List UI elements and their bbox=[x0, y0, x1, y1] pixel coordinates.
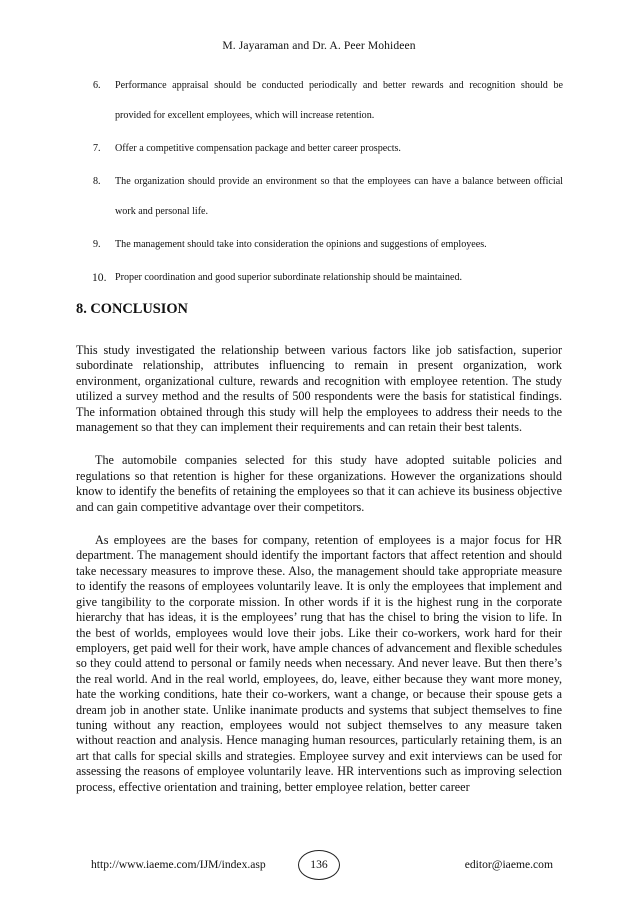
page-number: 136 bbox=[298, 850, 340, 880]
paragraph: The automobile companies selected for this study have adopted suitable policies and regulations so that retention is higher for these organizations. However the organizations should know to identify the benefits of retaining the employees so that it can achieve its business objective and can gain competitive advantage over their competitors. bbox=[76, 453, 562, 514]
list-item-text: Offer a competitive compensation package and better career prospects. bbox=[115, 143, 401, 154]
section-heading: 8. CONCLUSION bbox=[76, 301, 188, 317]
list-item-number: 6. bbox=[93, 80, 101, 91]
list-item bbox=[93, 167, 563, 227]
list-item bbox=[93, 71, 563, 131]
list-item-number: 10. bbox=[92, 271, 107, 284]
editor-email-link[interactable]: editor@iaeme.com bbox=[464, 858, 553, 871]
list-item-text: The management should take into consideration the opinions and suggestions of employees. bbox=[115, 239, 487, 250]
paragraph: As employees are the bases for company, retention of employees is a major focus for HR department. The management should identify the important factors that affect retention and should take necessary measures to improve these. Also, the management should take appropriate measure to identify the reasons of employees voluntarily leave. It is only the employees that implement and give tangibility to the corporate mission. In other words if it is the highest rung in the corporate hierarchy that has ideas, it is the employees’ rung that has the chisel to bring the vision to life. In the best of worlds, employees would love their jobs. Like their co-workers, work hard for their employers, get paid well for their work, have ample chances of advancement and flexible schedules so they could attend to personal or family needs when necessary. And never leave. But then there’s the real world. And in the real world, employees, do, leave, either because they want more money, hate the working conditions, hate their co-workers, want a change, or because their spouse gets a dream job in another state. Unlike inanimate products and systems that subject themselves to fine tuning without any reaction, employees would not subject themselves to any measure taken without reaction and analysis. Hence managing human resources, particularly retaining them, is an art that calls for special skills and strategies. Employee survey and exit interviews can be used for assessing the reasons of employee voluntarily leave. HR interventions such as improving selection process, effective orientation and training, better employee relation, better career bbox=[76, 533, 562, 794]
list-item bbox=[93, 134, 563, 164]
list-item bbox=[93, 263, 563, 293]
list-item-text: The organization should provide an environment so that the employees can have a balance between official work and personal life. bbox=[115, 176, 563, 217]
list-item-text: Performance appraisal should be conducted periodically and better rewards and recognition should be provided for excellent employees, which will increase retention. bbox=[115, 80, 563, 121]
running-header: M. Jayaraman and Dr. A. Peer Mohideen bbox=[222, 39, 416, 52]
list-item-number: 7. bbox=[93, 143, 101, 154]
list-item-number: 9. bbox=[93, 239, 101, 250]
conclusion-body bbox=[76, 343, 562, 813]
page-footer bbox=[0, 850, 638, 880]
journal-url-link[interactable]: http://www.iaeme.com/IJM/index.asp bbox=[91, 858, 266, 871]
list-item-number: 8. bbox=[93, 176, 101, 187]
recommendations-list bbox=[93, 71, 563, 296]
list-item bbox=[93, 230, 563, 260]
list-item-text: Proper coordination and good superior subordinate relationship should be maintained. bbox=[115, 272, 463, 283]
paragraph: This study investigated the relationship between various factors like job satisfaction, superior subordinate relationship, attributes influencing to remain in present organization, work environment, organizational culture, rewards and recognition with employee retention. The study utilized a survey method and the results of 500 respondents were the basis for statistical findings. The information obtained through this study will help the employees to address their needs to the management so that they can implement their requirements and can retain their best talents. bbox=[76, 343, 562, 435]
